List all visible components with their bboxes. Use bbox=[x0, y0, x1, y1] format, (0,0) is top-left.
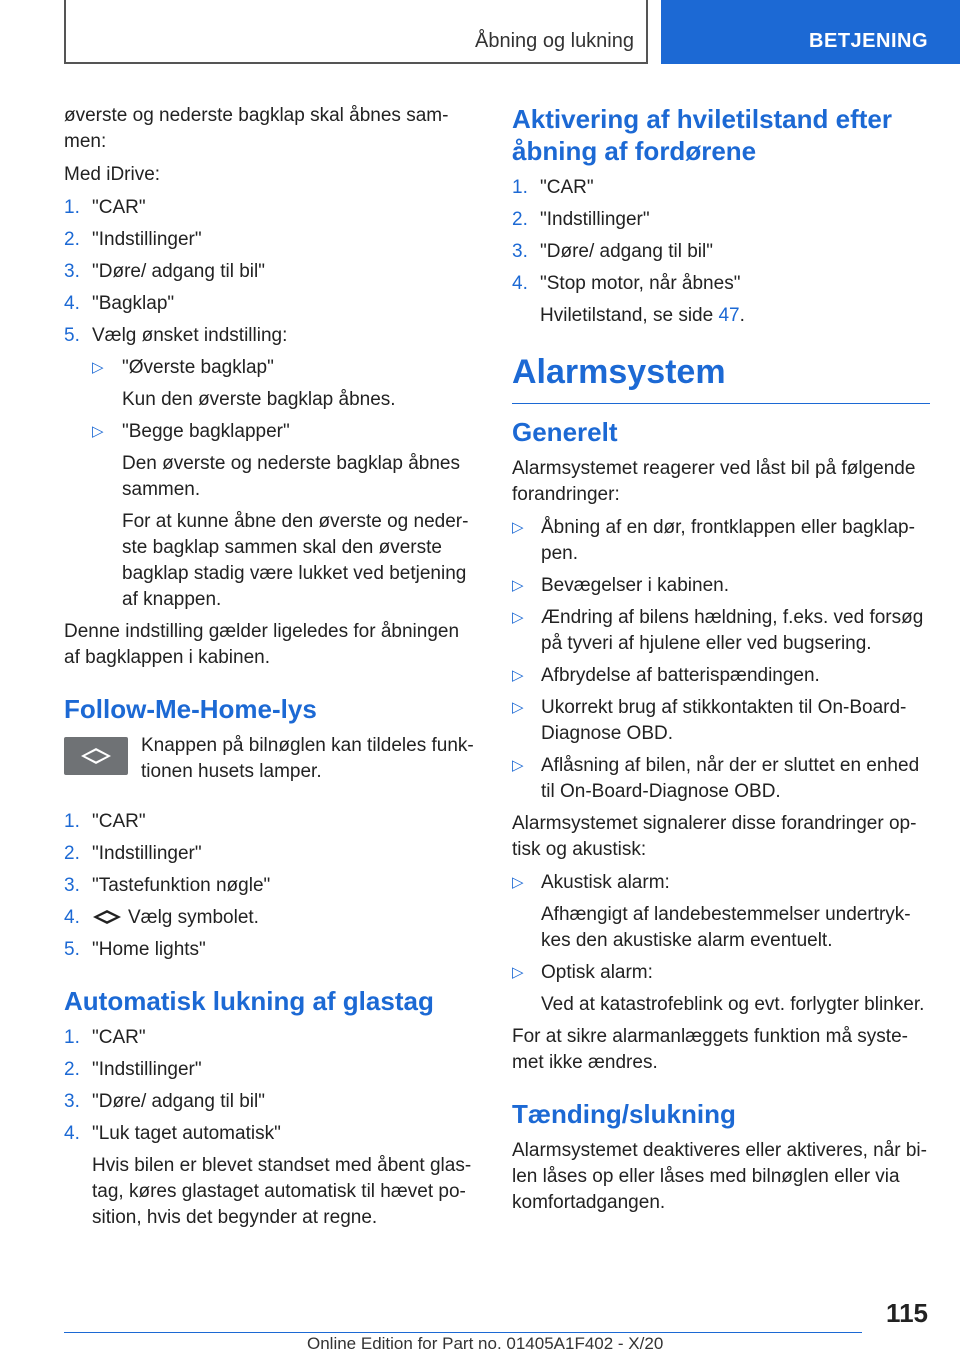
list-item: ▷ Bevægelser i kabinen. bbox=[512, 573, 930, 599]
list-item: ▷ Åbning af en dør, frontklappen eller bagklap-pen. bbox=[512, 517, 915, 564]
rest-mode-reference: Hviletilstand, se side 47. bbox=[540, 305, 745, 326]
auto-close-heading: Automatisk lukning af glastag bbox=[64, 986, 434, 1016]
sub-option-desc: Den øverste og nederste bagklap åbnes sammen. bbox=[122, 453, 460, 500]
follow-steps bbox=[64, 809, 479, 963]
page-reference-link[interactable]: 47 bbox=[718, 305, 740, 326]
ensure-note: For at sikre alarmanlæggets funktion må syste-met ikke ændres. bbox=[512, 1026, 908, 1073]
list-item: ▷ Afbrydelse af batterispændingen. bbox=[512, 663, 930, 689]
right-column bbox=[512, 103, 930, 1223]
triangle-bullet-icon: ▷ bbox=[512, 964, 524, 981]
triangle-bullet-icon: ▷ bbox=[512, 874, 524, 891]
triangle-bullet-icon: ▷ bbox=[512, 667, 524, 684]
triangle-bullet-icon: ▷ bbox=[512, 609, 524, 626]
left-column bbox=[64, 103, 479, 1237]
list-item: 1. "CAR" bbox=[64, 1027, 146, 1048]
page-number: 115 bbox=[886, 1298, 928, 1328]
section-title: Åbning og lukning bbox=[474, 30, 634, 52]
key-button-text: Knappen på bilnøglen kan tildeles funk-tionen husets lamper. bbox=[141, 735, 474, 782]
signals-list bbox=[512, 870, 930, 1018]
signal-intro: Alarmsystemet signalerer disse forandringer op-tisk og akustisk: bbox=[512, 813, 917, 860]
footer-edition: Online Edition for Part no. 01405A1F402 - X/20 bbox=[307, 1334, 664, 1353]
sub-option-desc: Kun den øverste bagklap åbnes. bbox=[122, 389, 396, 410]
chapter-label: BETJENING bbox=[809, 30, 928, 52]
list-item: 2. "Indstillinger" bbox=[512, 209, 650, 230]
list-item: 2. "Indstillinger" bbox=[64, 1059, 202, 1080]
list-item: 1. "CAR" bbox=[64, 811, 146, 832]
switch-text: Alarmsystemet deaktiveres eller aktiveres, når bi-len låses op eller låses med bilnøglen eller via komfortadgangen. bbox=[512, 1140, 927, 1213]
chapter-tab[interactable] bbox=[661, 0, 960, 64]
header-section-box bbox=[64, 0, 648, 64]
follow-me-home-heading: Follow-Me-Home-lys bbox=[64, 694, 317, 724]
list-item: ▷ Ændring af bilens hældning, f.eks. ved forsøg på tyveri af hjulene eller ved bugsering. bbox=[512, 607, 924, 654]
list-item: 5. "Home lights" bbox=[64, 939, 206, 960]
switch-heading: Tænding/slukning bbox=[512, 1099, 736, 1129]
list-item: 5. Vælg ønsket indstilling: bbox=[64, 325, 288, 346]
sub-option: ▷ "Øverste bagklap" bbox=[64, 355, 479, 381]
key-button-row bbox=[64, 733, 479, 797]
list-item: 3. "Døre/ adgang til bil" bbox=[512, 241, 713, 262]
list-item: ▷ Optisk alarm: bbox=[512, 960, 930, 986]
alarm-system-heading: Alarmsystem bbox=[512, 351, 930, 404]
auto-close-note: Hvis bilen er blevet standset med åbent glas-tag, køres glastaget automatisk til hævet po-sition, hvis det begynder at regne. bbox=[92, 1155, 472, 1228]
key-button-icon bbox=[64, 737, 128, 775]
list-item: 2. "Indstillinger" bbox=[64, 843, 202, 864]
signal-desc: Ved at katastrofeblink og evt. forlygter blinker. bbox=[541, 994, 925, 1015]
list-item: 1. "CAR" bbox=[64, 197, 146, 218]
triangle-bullet-icon: ▷ bbox=[92, 423, 104, 440]
intro-text: øverste og nederste bagklap skal åbnes sam- men: bbox=[64, 105, 449, 152]
sub-option: ▷ "Begge bagklapper" bbox=[64, 419, 479, 445]
list-item: 4. Vælg symbolet. bbox=[64, 907, 259, 928]
triangle-bullet-icon: ▷ bbox=[512, 577, 524, 594]
triangle-bullet-icon: ▷ bbox=[92, 359, 104, 376]
tailgate-steps bbox=[64, 195, 479, 613]
sub-option-desc: For at kunne åbne den øverste og neder-ste bagklap sammen skal den øverste bagklap stadig være lukket ved betjening af knappen. bbox=[122, 511, 469, 610]
list-item: 4. "Luk taget automatisk" bbox=[64, 1123, 281, 1144]
rest-mode-heading: Aktivering af hviletilstand efter åbning af fordørene bbox=[512, 104, 892, 166]
auto-close-steps bbox=[64, 1025, 479, 1231]
list-item: ▷ Aflåsning af bilen, når der er sluttet en enhed til On-Board-Diagnose OBD. bbox=[512, 755, 920, 802]
list-item: 2. "Indstillinger" bbox=[64, 229, 202, 250]
list-item: 1. "CAR" bbox=[512, 177, 594, 198]
idrive-label: Med iDrive: bbox=[64, 164, 161, 185]
list-item: 4. "Bagklap" bbox=[64, 293, 175, 314]
home-lights-symbol-icon bbox=[92, 908, 122, 926]
triangle-bullet-icon: ▷ bbox=[512, 757, 524, 774]
rest-mode-steps bbox=[512, 175, 930, 329]
triangle-bullet-icon: ▷ bbox=[512, 699, 524, 716]
list-item: ▷ Ukorrekt brug af stikkontakten til On-Board-Diagnose OBD. bbox=[512, 697, 907, 744]
list-item: 3. "Døre/ adgang til bil" bbox=[64, 1091, 265, 1112]
changes-list bbox=[512, 515, 930, 805]
general-heading: Generelt bbox=[512, 417, 618, 447]
list-item: ▷ Akustisk alarm: bbox=[512, 870, 930, 896]
list-item: 3. "Døre/ adgang til bil" bbox=[64, 261, 265, 282]
triangle-bullet-icon: ▷ bbox=[512, 519, 524, 536]
setting-note: Denne indstilling gælder ligeledes for åbningen af bagklappen i kabinen. bbox=[64, 621, 460, 668]
list-item: 3. "Tastefunktion nøgle" bbox=[64, 875, 271, 896]
list-item: 4. "Stop motor, når åbnes" bbox=[512, 273, 741, 294]
footer-divider bbox=[64, 1332, 862, 1333]
general-intro: Alarmsystemet reagerer ved låst bil på følgende forandringer: bbox=[512, 458, 916, 505]
signal-desc: Afhængigt af landebestemmelser undertryk-kes den akustiske alarm eventuelt. bbox=[541, 904, 911, 951]
